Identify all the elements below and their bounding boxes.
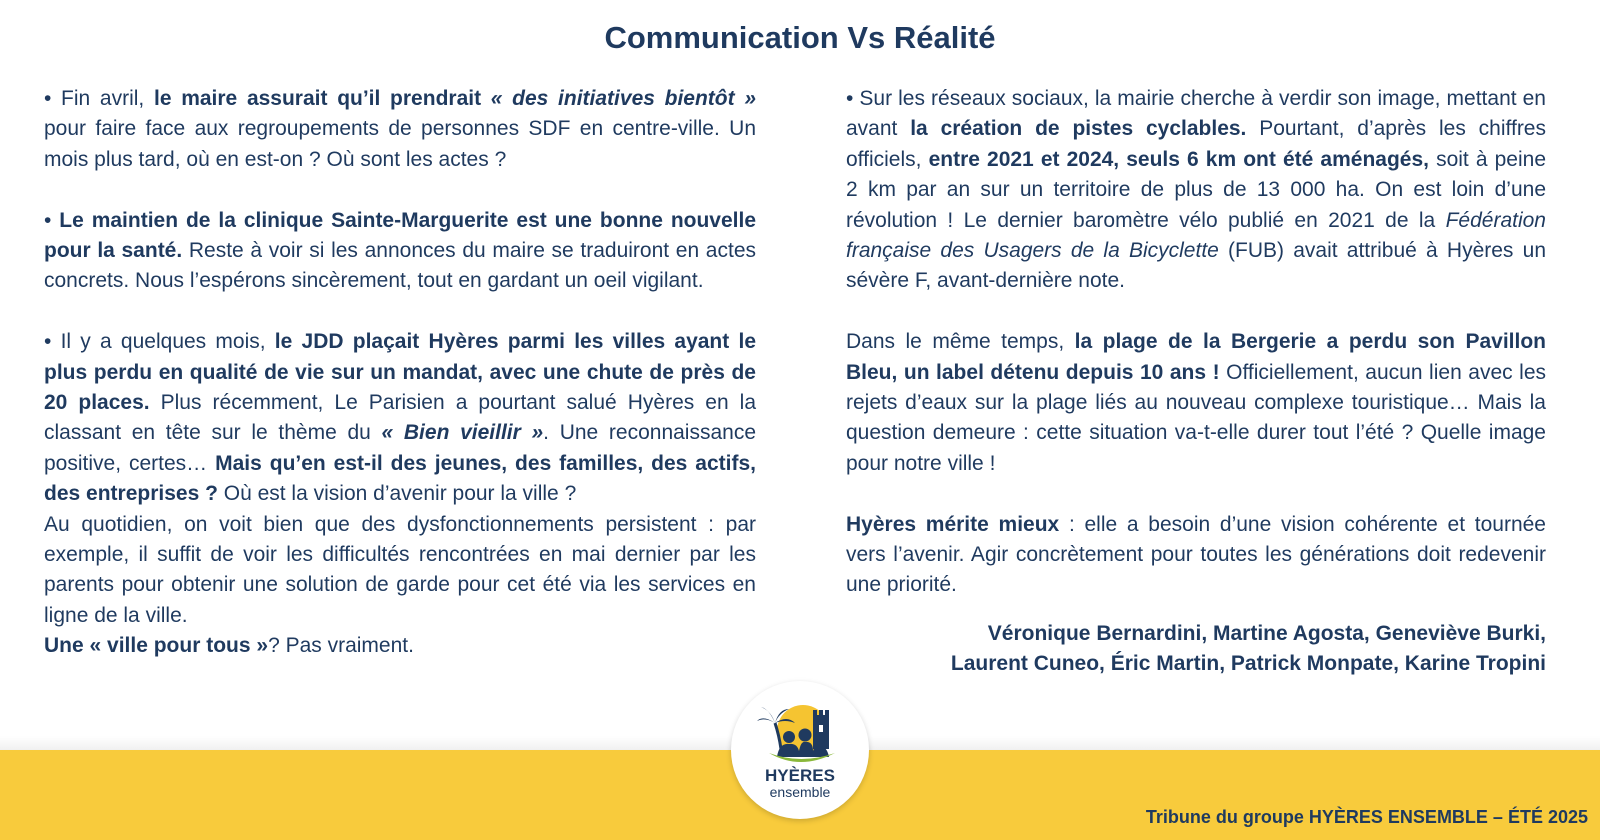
quote-text: « des initiatives bientôt » bbox=[490, 87, 756, 110]
text-run: Reste à voir si les annonces du maire se traduiront en actes concrets. Nous l’espérons sincèrement, tout en gardant un oeil vigilant. bbox=[44, 239, 756, 293]
paragraph-conclusion bbox=[846, 510, 1546, 601]
paragraph-quality-of-life bbox=[44, 327, 756, 509]
emphasis-text: Une « ville pour tous » bbox=[44, 634, 269, 658]
page-title: Communication Vs Réalité bbox=[604, 20, 996, 55]
text-run: • Il y a quelques mois, bbox=[44, 330, 275, 354]
palm-tree-castle-people-logo-icon bbox=[755, 701, 845, 767]
emphasis-text: le maire assurait qu’il prendrait bbox=[153, 87, 491, 110]
person-head-shape bbox=[814, 734, 825, 745]
paragraph-clinic bbox=[44, 206, 756, 297]
quote-text: « Bien vieillir » bbox=[381, 421, 544, 445]
signature bbox=[846, 619, 1546, 680]
emphasis-text: entre 2021 et 2024, seuls 6 km ont été aménagés, bbox=[928, 147, 1429, 171]
right-column bbox=[846, 84, 1546, 680]
text-run: Plus récemment, Le Parisien a pourtant salué Hyères en la classant en tête sur le thème du bbox=[44, 391, 757, 445]
text-run: ? Pas vraiment. bbox=[268, 634, 414, 658]
text-run: . Une reconnaissance positive, certes… bbox=[44, 421, 757, 475]
emphasis-text: la plage de la Bergerie a perdu son Pavillon Bleu, un label détenu depuis 10 ans ! bbox=[846, 330, 1546, 384]
text-run: (FUB) avait attribué à Hyères un sévère F, avant-dernière note. bbox=[846, 239, 1546, 293]
text-run: Officiellement, aucun lien avec les rejets d’eaux sur la plage liés au nouveau complexe touristique… Mais la question demeure : cette situation va-t-elle durer tout l’été ? Quelle image pour notre ville ! bbox=[846, 360, 1546, 475]
paragraph-beach-label bbox=[846, 327, 1546, 479]
text-run: • bbox=[44, 208, 60, 232]
logo-name-line2: ensemble bbox=[769, 784, 831, 800]
emphasis-text: la création de pistes cyclables. bbox=[910, 117, 1247, 141]
text-run: : elle a besoin d’une vision cohérente et tournée vers l’avenir. Agir concrètement pour toutes les générations doit redevenir une priorité. bbox=[846, 512, 1546, 597]
left-column bbox=[44, 84, 756, 662]
text-run: pour faire face aux regroupements de personnes SDF en centre-ville. Un mois plus tard, où en est-on ? Où sont les actes ? bbox=[44, 117, 756, 171]
signature-line: Laurent Cuneo, Éric Martin, Patrick Monpate, Karine Tropini bbox=[950, 652, 1546, 676]
emphasis-text: Le maintien de la clinique Sainte-Marguerite est une bonne nouvelle pour la santé. bbox=[44, 208, 757, 263]
paragraph-city-for-all bbox=[44, 631, 756, 661]
logo-name-line1: HYÈRES bbox=[765, 766, 835, 785]
emphasis-text: Mais qu’en est-il des jeunes, des familles, des actifs, des entreprises ? bbox=[44, 451, 756, 506]
text-run: Dans le même temps, bbox=[846, 330, 1075, 354]
text-run: soit à peine 2 km par an sur un territoire de plus de 13 000 ha. On est loin d’une révolution ! Le dernier baromètre vélo publié en 2021 de la bbox=[846, 147, 1546, 232]
person-head-shape bbox=[783, 731, 795, 743]
text-run: • Sur les réseaux sociaux, la mairie cherche à verdir son image, mettant en avant bbox=[846, 87, 1546, 141]
footer-caption: Tribune du groupe HYÈRES ENSEMBLE – ÉTÉ 2025 bbox=[1145, 807, 1588, 827]
hyeres-ensemble-logo bbox=[731, 681, 869, 819]
signature-line: Véronique Bernardini, Martine Agosta, Geneviève Burki, bbox=[987, 621, 1546, 645]
paragraph-homeless-initiatives bbox=[44, 84, 756, 175]
paragraph-daily-issues: Au quotidien, on voit bien que des dysfonctionnements persistent : par exemple, il suffit de voir les difficultés rencontrées en mai dernier par les parents pour obtenir une solution de garde pour cet été via les services en ligne de la ville. bbox=[44, 512, 756, 627]
person-head-shape bbox=[799, 729, 812, 742]
italic-text: Fédération française des Usagers de la Bicyclette bbox=[846, 208, 1546, 263]
paragraph-cycling-lanes bbox=[846, 84, 1546, 297]
text-run: Où est la vision d’avenir pour la ville ? bbox=[217, 482, 577, 506]
emphasis-text: Hyères mérite mieux bbox=[846, 512, 1060, 536]
text-run: • Fin avril, bbox=[44, 87, 154, 110]
text-run: Pourtant, d’après les chiffres officiels, bbox=[846, 117, 1546, 171]
emphasis-text: le JDD plaçait Hyères parmi les villes ayant le plus perdu en qualité de vie sur un mandat, avec une chute de près de 20 places. bbox=[44, 330, 756, 415]
